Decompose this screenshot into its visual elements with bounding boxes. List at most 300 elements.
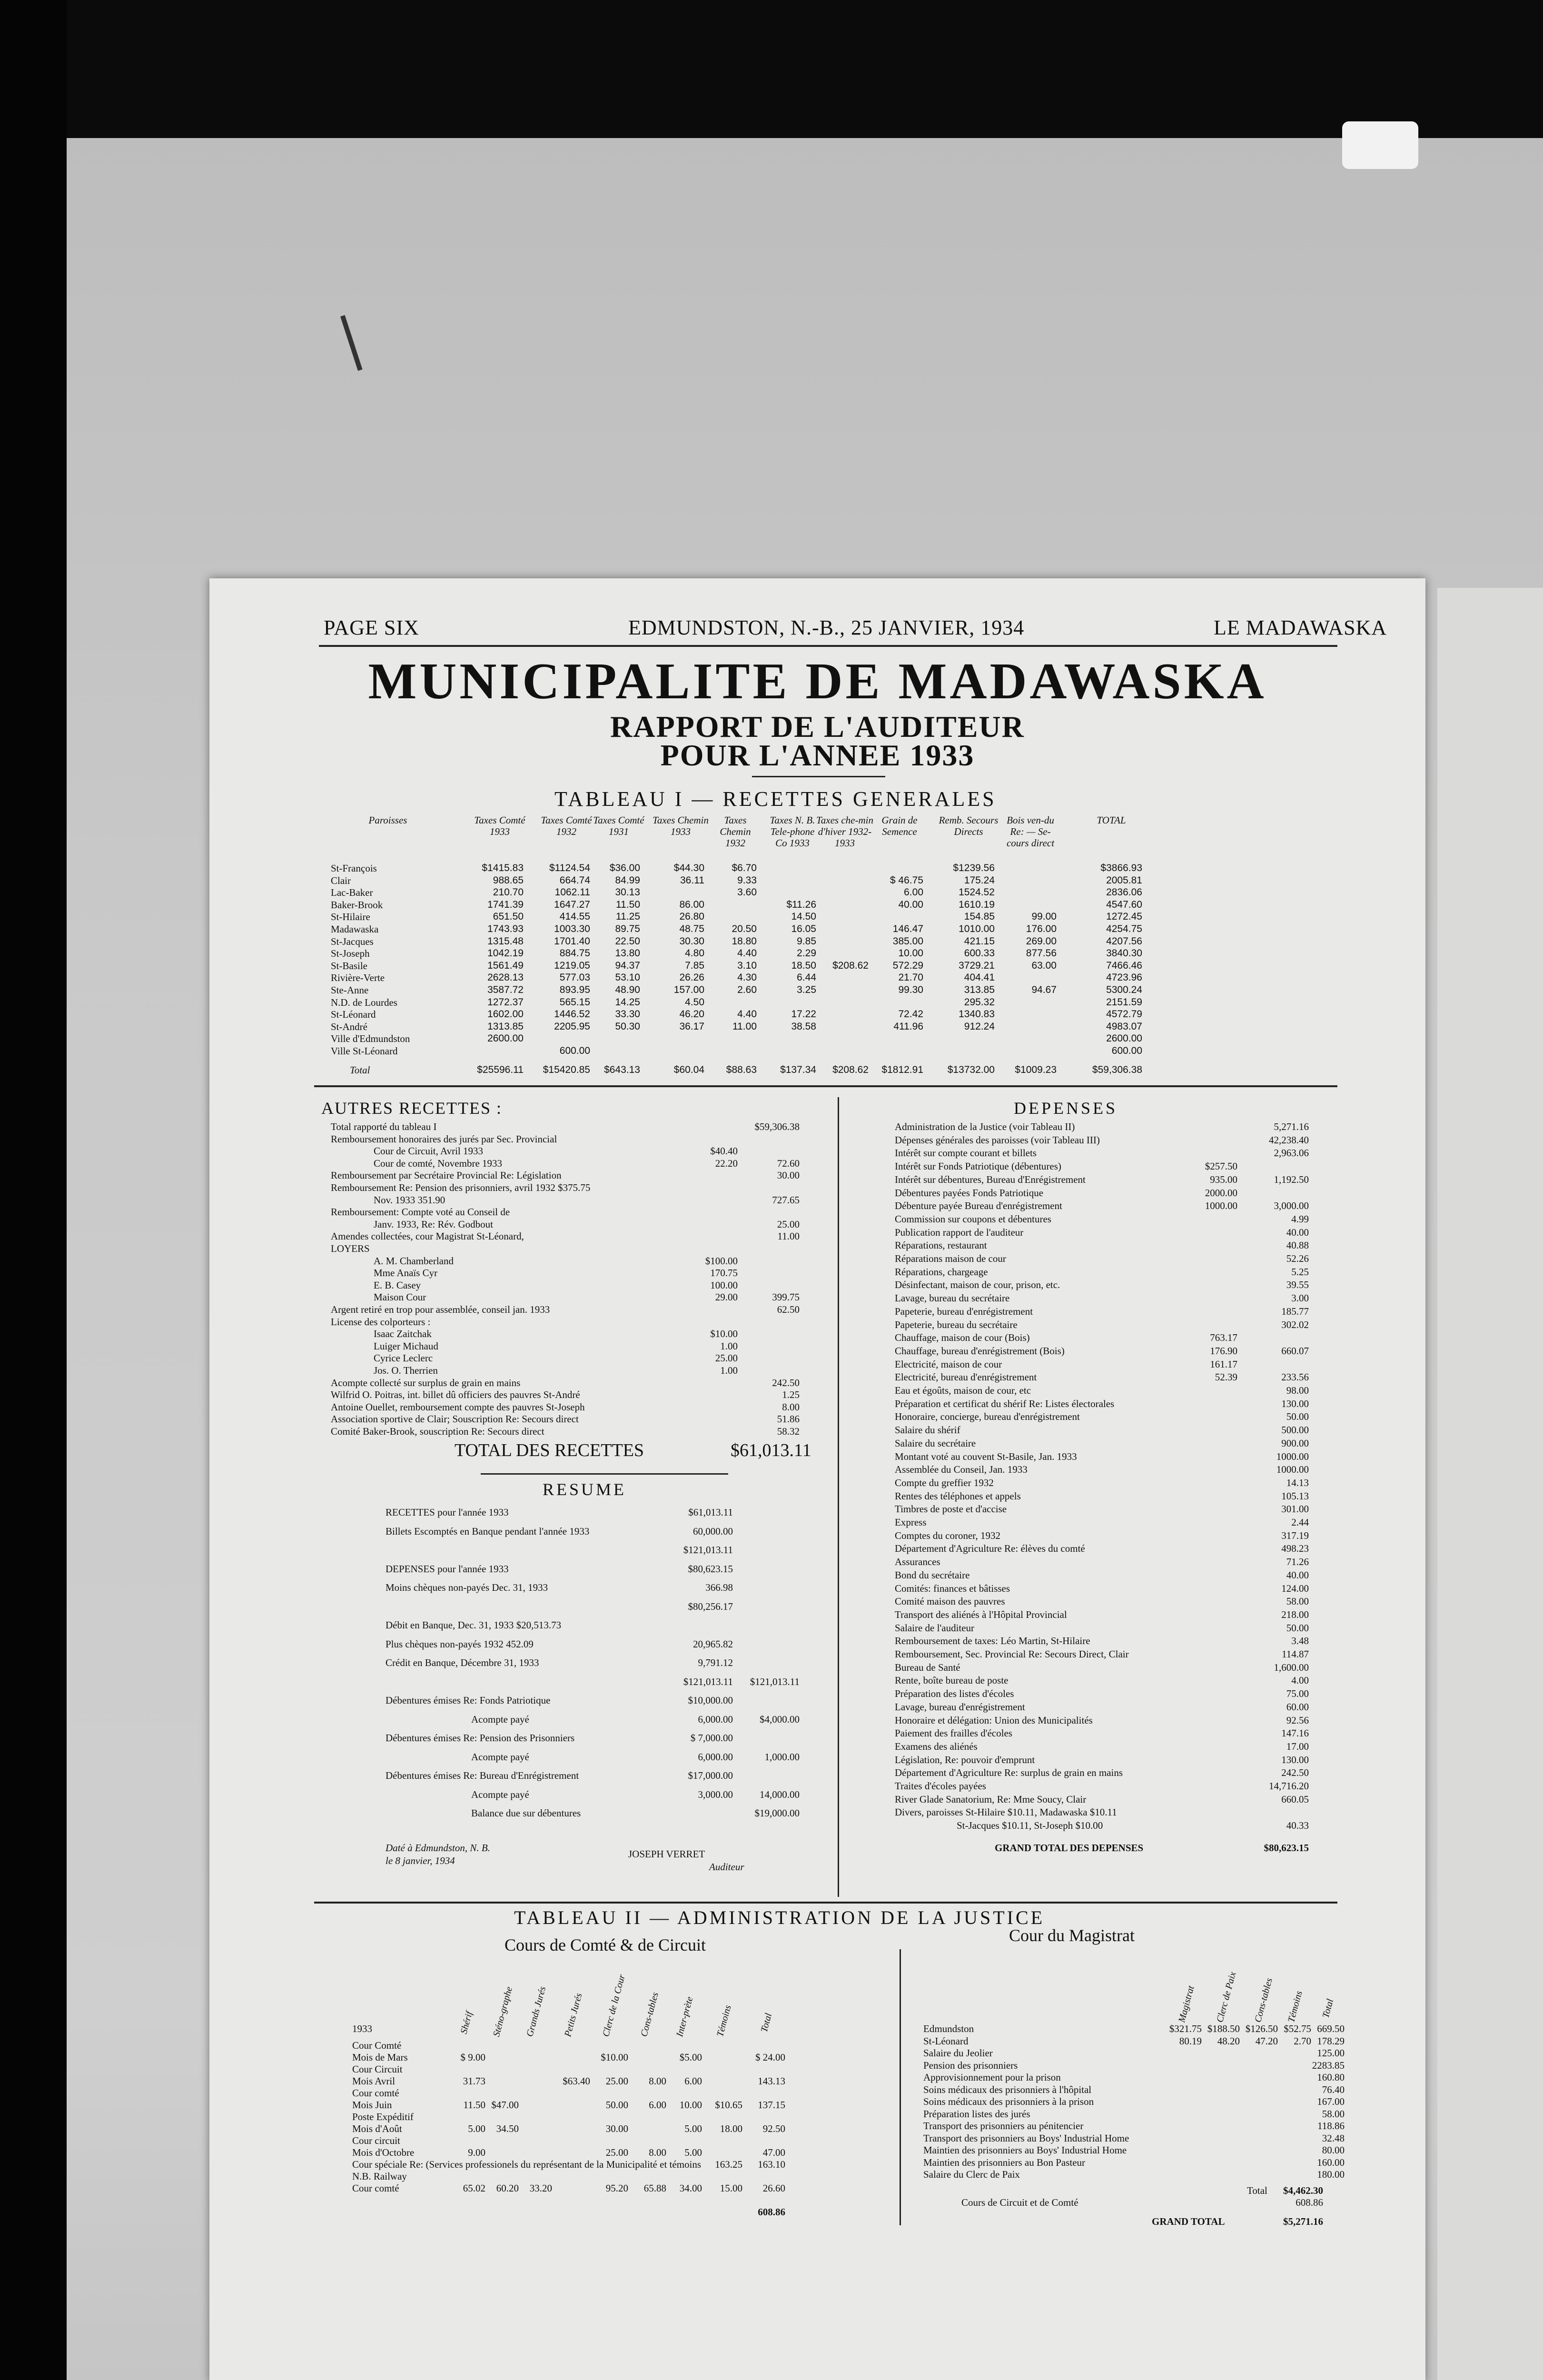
tableau1-col-header: Taxes Chemin 1932 [720, 814, 751, 849]
tableau1-cell: 1701.40 [554, 935, 590, 947]
depense-line-amount: 660.05 [1281, 1793, 1309, 1805]
tableau2-right-row-label: Edmundston [923, 2023, 974, 2034]
autres-line-label: Remboursement: Compte voté au Conseil de [331, 1206, 510, 1218]
depense-line-amount: 185.77 [1281, 1305, 1309, 1317]
depense-line-label: Intérêt sur compte courant et billets [895, 1147, 1037, 1159]
tableau1-cell: 14.50 [791, 911, 816, 922]
tableau1-parish: Clair [331, 874, 351, 886]
depense-line-amount: 40.00 [1286, 1569, 1309, 1581]
resume-heading: RESUME [543, 1480, 627, 1499]
tableau1-cell: 1741.39 [487, 899, 524, 910]
tableau1-col-header: Taxes che-min d'hiver 1932-1933 [816, 814, 873, 849]
tableau1-cell: 1219.05 [554, 960, 590, 971]
tableau2-right-cell: 32.48 [1322, 2132, 1345, 2144]
depenses-heading: DEPENSES [1014, 1099, 1118, 1118]
tableau1-cell: $36.00 [609, 863, 640, 873]
tableau2-left-row-label: Cour Circuit [352, 2063, 403, 2075]
tableau1-cell: 7466.46 [1106, 960, 1142, 971]
depense-line-label: Comités: finances et bâtisses [895, 1582, 1010, 1594]
tableau2-top-rule [314, 1902, 1337, 1904]
tableau2-right-cell: 48.20 [1217, 2035, 1240, 2047]
depense-line-amount: 130.00 [1281, 1398, 1309, 1409]
tableau1-parish: Lac-Baker [331, 887, 373, 899]
tableau2-left-col-header: Grands Jurés [524, 1985, 548, 2038]
tableau2-left-title: Cours de Comté & de Circuit [504, 1935, 706, 1954]
tableau1-cell: 600.00 [1111, 1045, 1142, 1056]
tableau1-cell: 86.00 [679, 899, 704, 910]
autres-line-label: Remboursement par Secrétaire Provincial Re: Législation [331, 1170, 562, 1181]
autres-line-amount: 1.25 [782, 1389, 800, 1401]
resume-line-total: $4,000.00 [760, 1713, 800, 1725]
tableau1-cell: 72.42 [898, 1009, 923, 1020]
tableau2-right-cell: 669.50 [1317, 2023, 1345, 2034]
tableau2-left-cell: 33.20 [529, 2182, 552, 2194]
depense-line-label: Chauffage, maison de cour (Bois) [895, 1332, 1030, 1344]
tableau2-left-row-label: Cour Comté [352, 2040, 402, 2051]
tableau1-cell: 6.44 [797, 972, 816, 983]
tableau2-right-row-label: Maintien des prisonniers au Bon Pasteur [923, 2156, 1086, 2168]
tableau1-parish: Ste-Anne [331, 984, 369, 996]
autres-line-label: Maison Cour [374, 1291, 426, 1303]
tableau1-cell: 4.30 [737, 972, 757, 983]
column-divider [838, 1097, 839, 1897]
tableau2-left-cell: 137.15 [758, 2099, 785, 2111]
depense-line-amount: 3.48 [1291, 1635, 1309, 1647]
tableau1-cell: 1340.83 [959, 1009, 995, 1020]
depense-line-label: Désinfectant, maison de cour, prison, etc. [895, 1279, 1060, 1291]
depense-line-amount: 242.50 [1281, 1767, 1309, 1779]
depense-line-label: Eau et égoûts, maison de cour, etc [895, 1385, 1031, 1396]
tableau2-left-row-label: Cour circuit [352, 2135, 400, 2146]
tableau1-parish: Madawaska [331, 923, 379, 935]
autres-line-amount: 72.60 [777, 1157, 800, 1169]
tableau1-cell: 30.13 [615, 887, 640, 898]
tableau2-right-cell: 160.80 [1317, 2072, 1345, 2083]
tableau2-left-col-header: Petits Jurés [562, 1992, 584, 2038]
tableau1-col-header: Taxes Comté 1933 [474, 814, 525, 837]
tableau1-cell: 30.30 [679, 935, 704, 947]
depense-line-amount: 498.23 [1281, 1543, 1309, 1555]
tableau2-left-col-header: Inter-prète [674, 1995, 695, 2038]
main-title: MUNICIPALITE DE MADAWASKA [368, 653, 1267, 710]
tableau1-cell: 20.50 [732, 923, 757, 934]
tableau1-cell: 2151.59 [1106, 996, 1142, 1008]
resume-line-label: Débentures émises Re: Pension des Prisonniers [386, 1732, 575, 1744]
autres-line-label: A. M. Chamberland [374, 1255, 454, 1267]
tableau2-right-cell: 178.29 [1317, 2035, 1345, 2047]
tableau1-cell: 157.00 [673, 984, 704, 995]
tableau1-cell: 3.10 [737, 960, 757, 971]
autres-line-label: Luiger Michaud [374, 1340, 438, 1352]
depense-line-amount: 3,000.00 [1274, 1200, 1309, 1212]
total-recettes-label: TOTAL DES RECETTES [455, 1440, 644, 1460]
autres-line-amount: 242.50 [772, 1377, 800, 1388]
tableau1-cell: 94.37 [615, 960, 640, 971]
depense-line-amount: 71.26 [1286, 1556, 1309, 1568]
tableau2-left-cell: 26.60 [762, 2182, 785, 2194]
tableau1-total-cell: $13732.00 [947, 1064, 995, 1075]
tableau1-cell: 1446.52 [554, 1009, 590, 1020]
tableau1-cell: $11.26 [786, 899, 816, 910]
tableau2-grand: $5,271.16 [1283, 2216, 1323, 2227]
tableau2-right-total: $4,462.30 [1283, 2185, 1323, 2196]
tableau1-parish: St-André [331, 1021, 367, 1032]
depense-line-label: Préparation et certificat du shérif Re: Listes électorales [895, 1398, 1115, 1409]
tableau2-left-cell: 6.00 [684, 2075, 702, 2087]
resume-line-label: Moins chèques non-payés Dec. 31, 1933 [386, 1582, 548, 1593]
tableau1-cell: 63.00 [1031, 960, 1057, 971]
depense-line-label: Préparation des listes d'écoles [895, 1688, 1014, 1700]
autres-line-label: Remboursement Re: Pension des prisonniers, avril 1932 $375.75 [331, 1182, 591, 1193]
tableau1-cell: 53.10 [615, 972, 640, 983]
resume-line-value: $80,256.17 [688, 1600, 733, 1612]
tableau1-cell: 884.75 [559, 948, 590, 959]
depense-line-sub: 52.39 [1215, 1371, 1237, 1383]
tableau1-cell: 565.15 [559, 996, 590, 1008]
tableau1-cell: 4.40 [737, 1009, 757, 1020]
tableau1-cell: $6.70 [732, 863, 757, 873]
depense-line-label: Rente, boîte bureau de poste [895, 1675, 1009, 1686]
depense-line-amount: 52.26 [1286, 1253, 1309, 1264]
tableau1-cell: 84.99 [615, 874, 640, 886]
depense-line-label: Comité maison des pauvres [895, 1596, 1005, 1607]
tableau2-left-row-label: Mois Avril [352, 2075, 396, 2087]
tableau1-cell: 1743.93 [487, 923, 524, 934]
depense-line-label: Département d'Agriculture Re: surplus de grain en mains [895, 1767, 1123, 1779]
resume-line-value: 9,791.12 [698, 1657, 733, 1668]
autres-line-label: Janv. 1933, Re: Rév. Godbout [374, 1218, 494, 1230]
dateline: EDMUNDSTON, N.-B., 25 JANVIER, 1934 [628, 616, 1025, 639]
tableau1-cell: 1062.11 [554, 887, 590, 898]
tableau1-col-header: Remb. Secours Directs [939, 814, 999, 837]
autres-line-sub: 170.75 [710, 1267, 738, 1279]
tableau1-parish: St-Basile [331, 960, 367, 972]
autres-heading: AUTRES RECETTES : [321, 1099, 503, 1118]
tableau1-cell: 2205.95 [554, 1021, 590, 1032]
depense-line-amount: 317.19 [1281, 1529, 1309, 1541]
resume-line-label: Débentures émises Re: Bureau d'Enrégistrement [386, 1770, 579, 1781]
tableau1-col-header: Taxes Comté 1931 [593, 814, 644, 837]
depense-line-label: Honoraire, concierge, bureau d'enrégistrement [895, 1411, 1080, 1423]
tableau2-left-cell: 15.00 [720, 2182, 742, 2194]
tableau2-left-total: 608.86 [758, 2206, 785, 2218]
resume-rule [481, 1473, 728, 1475]
autres-line-label: Amendes collectées, cour Magistrat St-Léonard, [331, 1230, 524, 1242]
depense-line-amount: 39.55 [1286, 1279, 1309, 1291]
depense-line-label: Electricité, maison de cour [895, 1358, 1002, 1370]
autres-line-label: Acompte collecté sur surplus de grain en mains [331, 1377, 521, 1388]
tableau1-cell: 1313.85 [487, 1021, 524, 1032]
film-border [0, 0, 67, 2380]
tableau1-cell: 16.05 [791, 923, 816, 934]
tableau2-year: 1933 [352, 2023, 372, 2034]
depense-line-label: Assemblée du Conseil, Jan. 1933 [895, 1464, 1028, 1476]
depense-line-amount: 124.00 [1281, 1582, 1309, 1594]
autres-line-amount: 58.32 [777, 1426, 800, 1437]
tableau2-right-row-label: Transport des prisonniers au Boys' Industrial Home [923, 2132, 1129, 2144]
resume-line-value: 20,965.82 [693, 1638, 733, 1650]
tableau1-cell: 33.30 [615, 1009, 640, 1020]
tableau1-cell: 1610.19 [959, 899, 995, 910]
tableau1-cell: 1602.00 [487, 1009, 524, 1020]
tableau1-cell: 4723.96 [1106, 972, 1142, 983]
tableau2-right-extra: 608.86 [1296, 2197, 1323, 2208]
depense-line-label: Bureau de Santé [895, 1661, 960, 1673]
tableau1-cell: 411.96 [893, 1021, 923, 1032]
tableau1-cell: 313.85 [964, 984, 995, 995]
tableau2-left-cell: 8.00 [649, 2075, 666, 2087]
tableau2-left-cell: 65.02 [463, 2182, 485, 2194]
tableau1-col-header: Taxes Comté 1932 [541, 814, 592, 837]
tableau1-cell: 651.50 [493, 911, 524, 922]
tableau1-parish: N.D. de Lourdes [331, 996, 397, 1008]
tableau2-left-cell: $63.40 [563, 2075, 590, 2087]
depense-line-label: Compte du greffier 1932 [895, 1477, 994, 1488]
tableau1-cell: 3729.21 [959, 960, 995, 971]
depense-line-amount: 58.00 [1286, 1596, 1309, 1607]
newspaper-page [209, 578, 1425, 2380]
tableau1-cell: 1647.27 [554, 899, 590, 910]
tableau1-cell: 404.41 [964, 972, 995, 983]
autres-line-label: Association sportive de Clair; Souscription Re: Secours direct [331, 1413, 579, 1425]
tableau1-cell: 2.29 [797, 948, 816, 959]
tableau1-cell: 7.85 [685, 960, 704, 971]
depense-line-amount: 50.00 [1286, 1622, 1309, 1634]
resume-line-label: Acompte payé [471, 1751, 529, 1763]
resume-line-value: $61,013.11 [688, 1507, 733, 1518]
depense-line-amount: 2,963.06 [1274, 1147, 1309, 1159]
tableau2-right-row-label: Approvisionnement pour la prison [923, 2072, 1061, 2083]
tableau2-right-extra-label: Cours de Circuit et de Comté [961, 2197, 1078, 2208]
tableau1-cell: 4.40 [737, 948, 757, 959]
tableau1-cell: 2600.00 [487, 1033, 524, 1044]
tableau2-left-cell: 31.73 [463, 2075, 485, 2087]
tableau1-cell: 26.26 [679, 972, 704, 983]
tableau2-heading: TABLEAU II — ADMINISTRATION DE LA JUSTICE [514, 1907, 1045, 1928]
tableau1-cell: 48.75 [679, 923, 704, 934]
tableau2-left-cell: 5.00 [684, 2147, 702, 2158]
depense-line-amount: 14.13 [1286, 1477, 1309, 1488]
autres-line-label: Jos. O. Therrien [374, 1365, 438, 1376]
depense-line-label: River Glade Sanatorium, Re: Mme Soucy, Clair [895, 1793, 1087, 1805]
depense-line-label: Chauffage, bureau d'enrégistrement (Bois) [895, 1345, 1065, 1357]
depense-line-label: Lavage, bureau d'enrégistrement [895, 1701, 1025, 1713]
tableau2-left-cell: 5.00 [468, 2123, 485, 2134]
tableau1-parish: Ville d'Edmundston [331, 1033, 410, 1045]
resume-line-value: $121,013.11 [683, 1676, 733, 1687]
tableau1-cell: $44.30 [673, 863, 704, 873]
tableau2-left-cell: $ 24.00 [755, 2052, 785, 2063]
depense-line-label: Réparations, restaurant [895, 1240, 987, 1251]
tableau2-right-title: Cour du Magistrat [1009, 1926, 1135, 1945]
depense-line-label: Remboursement, Sec. Provincial Re: Secours Direct, Clair [895, 1648, 1129, 1660]
depense-line-amount: 500.00 [1281, 1424, 1309, 1436]
tableau1-col-header: Bois ven-du Re: — Se-cours direct [1006, 814, 1055, 849]
tableau1-cell: 22.50 [615, 935, 640, 947]
tableau2-left-cell: $5.00 [679, 2052, 702, 2063]
resume-line-value: $121,013.11 [683, 1544, 733, 1556]
depense-line-label: Traites d'écoles payées [895, 1780, 986, 1792]
depense-line-amount: 130.00 [1281, 1754, 1309, 1765]
resume-line-total: 14,000.00 [760, 1788, 800, 1800]
resume-line-value: 6,000.00 [698, 1713, 733, 1725]
autres-line-amount: 727.65 [772, 1194, 800, 1206]
tableau2-left-cell: 10.00 [679, 2099, 702, 2111]
depense-line-label: Paiement des frailles d'écoles [895, 1727, 1012, 1739]
tableau2-left-cell: 6.00 [649, 2099, 666, 2111]
tableau1-cell: 17.22 [791, 1009, 816, 1020]
tableau1-cell: 18.80 [732, 935, 757, 947]
autres-line-amount: 25.00 [777, 1218, 800, 1230]
tableau2-right-cell: 180.00 [1317, 2169, 1345, 2180]
depense-line-amount: 114.87 [1282, 1648, 1309, 1660]
autres-line-label: LOYERS [331, 1243, 370, 1254]
depense-line-amount: 42,238.40 [1269, 1134, 1309, 1146]
autres-line-label: Cour de Circuit, Avril 1933 [374, 1145, 484, 1157]
tableau1-cell: 1524.52 [959, 887, 995, 898]
depense-line-label: Transport des aliénés à l'Hôpital Provincial [895, 1608, 1067, 1620]
tableau1-cell: 50.30 [615, 1021, 640, 1032]
grand-total-value: $80,623.15 [1264, 1842, 1309, 1854]
tableau1-cell: 3.25 [797, 984, 816, 995]
tableau2-left-cell: 25.00 [605, 2147, 628, 2158]
depense-line-label: Examens des aliénés [895, 1740, 978, 1752]
depense-line-label: Dépenses générales des paroisses (voir Tableau III) [895, 1134, 1100, 1146]
depense-line-label: Papeterie, bureau d'enrégistrement [895, 1305, 1033, 1317]
tableau2-left-cell: $ 9.00 [460, 2052, 485, 2063]
total-recettes-value: $61,013.11 [731, 1440, 811, 1460]
resume-line-label: Billets Escomptés en Banque pendant l'année 1933 [386, 1525, 590, 1537]
tableau2-right-col-header: Magistrat [1176, 1984, 1197, 2024]
tableau1-cell: 269.00 [1026, 935, 1057, 947]
tableau2-left-cell: 163.25 [715, 2159, 742, 2170]
tableau1-cell: 175.24 [964, 874, 995, 886]
paper-name: LE MADAWASKA [1214, 616, 1387, 639]
resume-line-label: Débit en Banque, Dec. 31, 1933 $20,513.73 [386, 1619, 562, 1631]
tableau1-heading: TABLEAU I — RECETTES GENERALES [554, 787, 997, 811]
depense-line-label: Honoraire et délégation: Union des Municipalités [895, 1714, 1093, 1726]
tableau1-cell: 1272.45 [1106, 911, 1142, 922]
autres-line-sub: 29.00 [715, 1291, 738, 1303]
depense-line-sub: 1000.00 [1205, 1200, 1237, 1212]
autres-line-label: Total rapporté du tableau I [331, 1121, 437, 1132]
resume-line-label: Acompte payé [471, 1788, 529, 1800]
tableau1-cell: 48.90 [615, 984, 640, 995]
tableau1-cell: 21.70 [898, 972, 923, 983]
depense-line-amount: 301.00 [1281, 1503, 1309, 1515]
tableau1-cell: 94.67 [1031, 984, 1057, 995]
tableau1-cell: 1003.30 [554, 923, 590, 934]
depense-line-label: Administration de la Justice (voir Tableau II) [895, 1121, 1075, 1132]
tableau1-cell: 4254.75 [1106, 923, 1142, 934]
tableau2-right-row-label: Pension des prisonniers [923, 2059, 1018, 2071]
tableau1-cell: $1124.54 [549, 863, 590, 873]
tableau2-left-row-label: Cour spéciale Re: (Services professionels du représentant de la Municipalité et témoins [352, 2159, 702, 2170]
tableau2-divider [900, 1949, 901, 2225]
tableau2-right-row-label: St-Léonard [923, 2035, 969, 2047]
tableau2-right-row-label: Soins médicaux des prisonniers à l'hôpital [923, 2083, 1092, 2095]
tableau2-right-cell: $188.50 [1207, 2023, 1240, 2034]
tableau2-left-row-label: Mois de Mars [352, 2052, 408, 2063]
depense-line-amount: 2.44 [1291, 1517, 1309, 1528]
resume-line-label: Crédit en Banque, Décembre 31, 1933 [386, 1657, 539, 1668]
autres-line-amount: $59,306.38 [754, 1121, 800, 1132]
depense-line-label: Salaire de l'auditeur [895, 1622, 975, 1634]
depense-line-amount: 5,271.16 [1274, 1121, 1309, 1132]
tableau1-cell: 146.47 [892, 923, 923, 934]
tableau1-cell: $3866.93 [1100, 863, 1142, 873]
tableau2-right-cell: 47.20 [1255, 2035, 1278, 2047]
tableau1-cell: 600.33 [964, 948, 995, 959]
tableau2-left-row-label: Poste Expéditif [352, 2111, 414, 2122]
autres-line-sub: $40.40 [710, 1145, 738, 1157]
depense-line-label: Département d'Agriculture Re: élèves du comté [895, 1543, 1085, 1555]
depense-line-label: Publication rapport de l'auditeur [895, 1226, 1024, 1238]
tableau1-cell: 414.55 [559, 911, 590, 922]
tableau1-cell: 6.00 [904, 887, 923, 898]
depense-line-sub: 2000.00 [1205, 1187, 1237, 1199]
tableau2-left-cell: 25.00 [605, 2075, 628, 2087]
tableau2-left-col-header: Total [759, 2012, 774, 2033]
depense-line-amount: 14,716.20 [1269, 1780, 1309, 1792]
resume-line-value: $10,000.00 [688, 1695, 733, 1706]
tableau1-total-cell: $25596.11 [477, 1064, 524, 1075]
depense-line-label: Réparations maison de cour [895, 1253, 1006, 1264]
auditor-name: JOSEPH VERRET [628, 1848, 705, 1860]
tableau2-right-row-label: Maintien des prisonniers au Boys' Industrial Home [923, 2144, 1127, 2156]
tableau1-cell: 36.17 [679, 1021, 704, 1032]
tableau2-left-cell: 163.10 [758, 2159, 785, 2170]
tableau1-cell: 4983.07 [1106, 1021, 1142, 1032]
tableau2-left-row-label: Cour comté [352, 2182, 399, 2194]
autres-line-sub: 1.00 [720, 1365, 738, 1376]
tableau1-cell: 893.95 [559, 984, 590, 995]
tableau1-cell: 11.50 [616, 899, 640, 910]
autres-line-sub: $100.00 [705, 1255, 738, 1267]
resume-line-value: $17,000.00 [688, 1770, 733, 1781]
depense-line-label: Rentes des téléphones et appels [895, 1490, 1021, 1502]
header-rule [319, 645, 1337, 647]
tableau2-left-cell: 65.88 [643, 2182, 666, 2194]
tableau1-cell: 154.85 [964, 911, 995, 922]
tableau1-cell: 18.50 [791, 960, 816, 971]
depense-line-label: Bond du secrétaire [895, 1569, 970, 1581]
depense-line-amount: 3.00 [1291, 1292, 1309, 1304]
tableau1-cell: 577.03 [559, 972, 590, 983]
tableau2-right-cell: 80.19 [1179, 2035, 1202, 2047]
autres-line-amount: 11.00 [777, 1230, 800, 1242]
tableau2-right-cell: $126.50 [1245, 2023, 1278, 2034]
tableau1-cell: 2836.06 [1106, 887, 1142, 898]
tableau1-cell: 4572.79 [1106, 1009, 1142, 1020]
depense-line-amount: 17.00 [1286, 1740, 1309, 1752]
tableau2-left-row-label: Mois d'Août [352, 2123, 402, 2134]
resume-line-label: Plus chèques non-payés 1932 452.09 [386, 1638, 534, 1650]
depense-line-amount: 75.00 [1286, 1688, 1309, 1700]
depense-line-sub: $257.50 [1205, 1160, 1237, 1172]
tableau2-left-row-label: Mois d'Octobre [352, 2147, 415, 2158]
tableau2-right-cell: 118.86 [1317, 2120, 1345, 2132]
tableau1-parish: St-Joseph [331, 948, 370, 960]
tableau2-left-col-header: Clerc de la Cour [600, 1973, 627, 2038]
autres-line-label: Comité Baker-Brook, souscription Re: Secours direct [331, 1426, 544, 1437]
tableau1-cell: $1239.56 [953, 863, 995, 873]
autres-line-sub: 22.20 [715, 1157, 738, 1169]
auditor-role: Auditeur [709, 1861, 744, 1873]
depense-line-label: Remboursement de taxes: Léo Martin, St-Hilaire [895, 1635, 1090, 1647]
tableau1-cell: 4547.60 [1106, 899, 1142, 910]
depense-line-amount: 1000.00 [1276, 1450, 1309, 1462]
